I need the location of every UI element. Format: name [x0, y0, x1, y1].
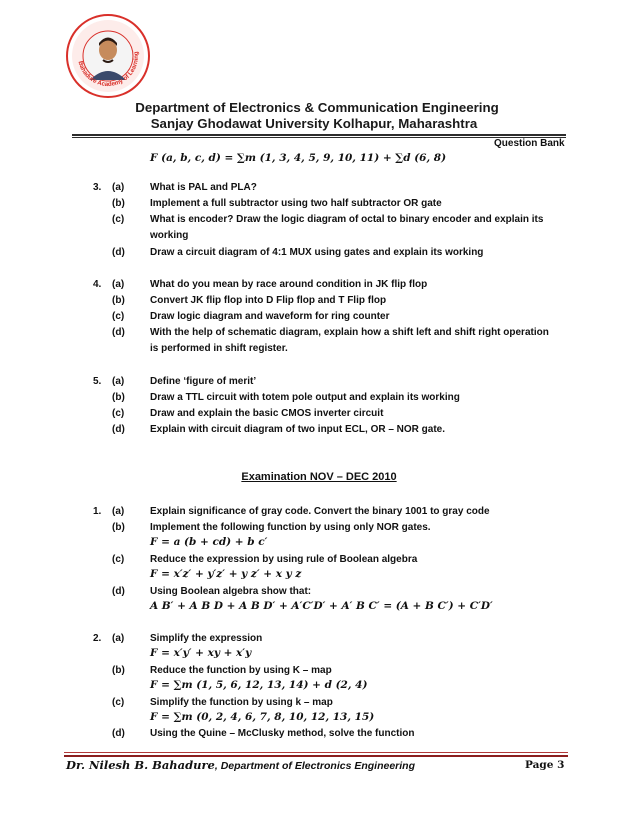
question-number: 2.: [93, 633, 102, 644]
question-text: Draw a TTL circuit with totem pole output and explain its working: [150, 392, 460, 403]
logo-text: Bahadure Academy of Learning: [76, 51, 141, 89]
expression-2b: F = ∑m (1, 5, 6, 12, 13, 14) + d (2, 4): [150, 679, 368, 691]
question-text: Simplify the function by using k – map: [150, 697, 333, 708]
expression-1d: A B′ + A B D + A B D′ + A′C′D′ + A′ B C′ = (A + B C′) + C′D′: [150, 600, 493, 612]
author-name: Dr. Nilesh B. Bahadure: [66, 758, 215, 772]
author-department: , Department of Electronics Engineering: [214, 760, 416, 772]
question-text: What do you mean by race around condition in JK flip flop: [150, 279, 428, 290]
sub-label: (c): [112, 697, 125, 708]
sub-label: (a): [112, 182, 125, 193]
header-rule: [72, 134, 566, 136]
question-text: Implement a full subtractor using two half subtractor OR gate: [150, 198, 442, 209]
sub-label: (d): [112, 327, 125, 338]
sub-label: (a): [112, 506, 125, 517]
question-text: What is PAL and PLA?: [150, 182, 257, 193]
sub-label: (c): [112, 214, 125, 225]
document-type: Question Bank: [494, 138, 565, 149]
sub-label: (a): [112, 279, 125, 290]
expression-1c: F = x′z′ + y′z′ + y z′ + x y z: [150, 568, 302, 580]
question-number: 1.: [93, 506, 102, 517]
sub-label: (b): [112, 198, 125, 209]
question-text: Simplify the expression: [150, 633, 263, 644]
sub-label: (d): [112, 424, 125, 435]
sub-label: (c): [112, 554, 125, 565]
logo-graphic: [68, 16, 148, 96]
sub-label: (c): [112, 408, 125, 419]
question-text: Using the Quine – McClusky method, solve the function: [150, 728, 415, 739]
page-number: Page 3: [525, 759, 565, 771]
sub-label: (b): [112, 295, 125, 306]
sub-label: (b): [112, 392, 125, 403]
department-title: Department of Electronics & Communication Engineering: [135, 100, 499, 115]
sub-label: (a): [112, 633, 125, 644]
question-number: 5.: [93, 376, 102, 387]
sub-label: (d): [112, 247, 125, 258]
question-text: With the help of schematic diagram, explain how a shift left and shift right operation: [150, 327, 549, 338]
sub-label: (b): [112, 665, 125, 676]
expression-2c: F = ∑m (0, 2, 4, 6, 7, 8, 10, 12, 13, 15): [150, 711, 375, 723]
question-number: 4.: [93, 279, 102, 290]
question-text: Explain with circuit diagram of two input ECL, OR – NOR gate.: [150, 424, 446, 435]
sub-label: (c): [112, 311, 125, 322]
question-text: What is encoder? Draw the logic diagram of octal to binary encoder and explain its: [150, 214, 544, 225]
function-expression: F (a, b, c, d) = ∑m (1, 3, 4, 5, 9, 10, 11) + ∑d (6, 8): [150, 152, 447, 164]
question-text: Reduce the function by using K – map: [150, 665, 332, 676]
footer-rule: [64, 752, 568, 753]
question-text: Reduce the expression by using rule of Boolean algebra: [150, 554, 418, 565]
header-rule: [72, 137, 566, 138]
question-number: 3.: [93, 182, 102, 193]
question-text: Draw logic diagram and waveform for ring counter: [150, 311, 390, 322]
university-title: Sanjay Ghodawat University Kolhapur, Maharashtra: [150, 116, 478, 131]
question-text: working: [150, 230, 189, 241]
question-text: Draw a circuit diagram of 4:1 MUX using gates and explain its working: [150, 247, 484, 258]
sub-label: (a): [112, 376, 125, 387]
footer-rule: [64, 755, 568, 757]
institution-logo: [66, 14, 150, 98]
question-text: Implement the following function by using only NOR gates.: [150, 522, 431, 533]
sub-label: (b): [112, 522, 125, 533]
question-text: Convert JK flip flop into D Flip flop and T Flip flop: [150, 295, 387, 306]
sub-label: (d): [112, 586, 125, 597]
question-text: Define ‘figure of merit’: [150, 376, 257, 387]
expression-1b: F = a (b + cd) + b c′: [150, 536, 268, 548]
question-text: Draw and explain the basic CMOS inverter circuit: [150, 408, 384, 419]
question-text: Explain significance of gray code. Convert the binary 1001 to gray code: [150, 506, 490, 517]
question-text: Using Boolean algebra show that:: [150, 586, 312, 597]
expression-2a: F = x′y′ + xy + x′y: [150, 647, 252, 659]
sub-label: (d): [112, 728, 125, 739]
footer-author-line: [66, 758, 415, 772]
exam-title: Examination NOV – DEC 2010: [241, 471, 397, 483]
question-text: is performed in shift register.: [150, 343, 288, 354]
